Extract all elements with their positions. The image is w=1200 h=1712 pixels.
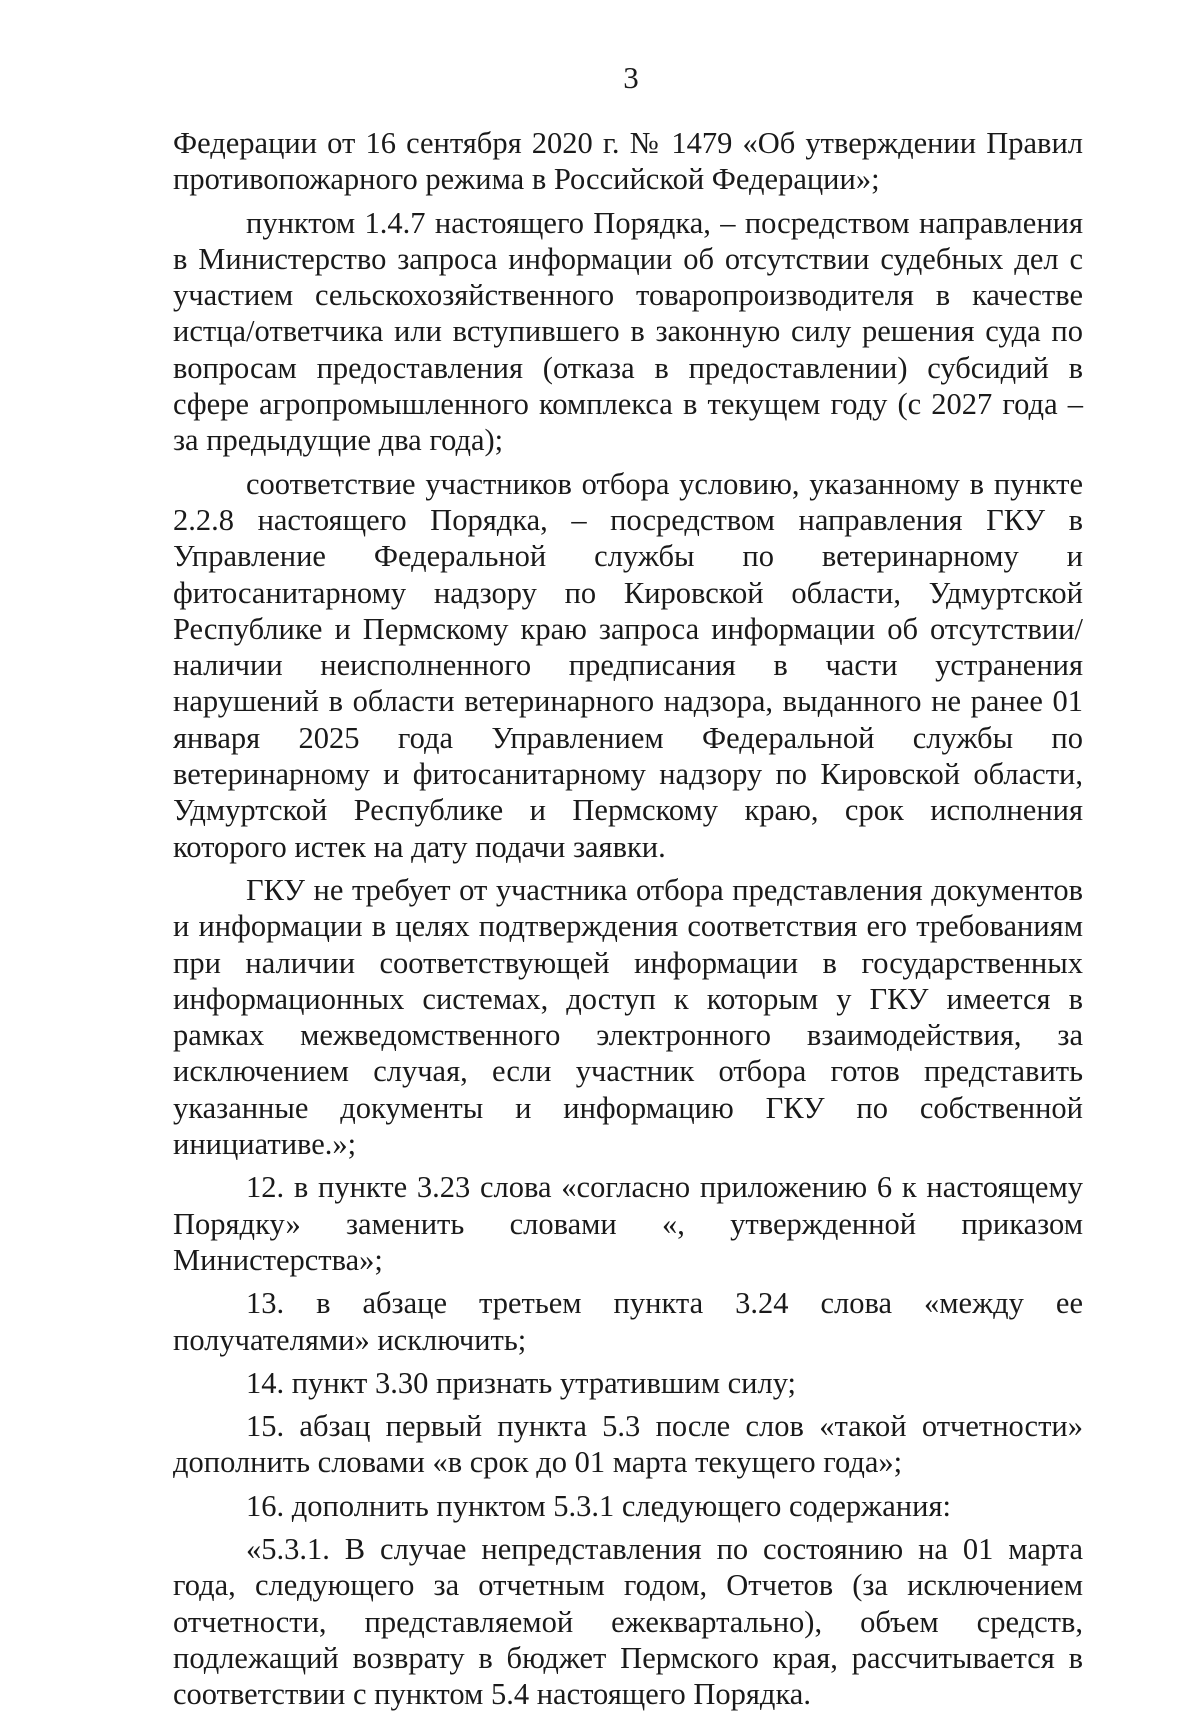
paragraph-item-15: 15. абзац первый пункта 5.3 после слов «такой отчетности» дополнить словами «в срок до 01 марта текущего года»; (173, 1409, 1083, 1480)
paragraph-item-12: 12. в пункте 3.23 слова «согласно приложению 6 к настоящему Порядку» заменить словами «, утвержденной приказом Министерства»; (173, 1170, 1083, 1277)
paragraph-continuation: Федерации от 16 сентября 2020 г. № 1479 «Об утверждении Правил противопожарного режима в Российской Федерации»; (173, 126, 1083, 197)
paragraph-veterinary-check: соответствие участников отбора условию, указанному в пункте 2.2.8 настоящего Порядка, – посредством направления ГКУ в Управление Федеральной службы по ветеринарному и фитосанитарному надзору по Кировской области, Удмуртской Республике и Пермскому краю запроса информации об отсутствии/наличии неисполненного предписания в части устранения нарушений в области ветеринарного надзора, выданного не ранее 01 января 2025 года Управлением Федеральной службы по ветеринарному и фитосанитарному надзору по Кировской области, Удмуртской Республике и Пермскому краю, срок исполнения которого истек на дату подачи заявки. (173, 466, 1083, 864)
page-number: 3 (623, 60, 639, 95)
paragraph-court-cases-check: пунктом 1.4.7 настоящего Порядка, – посредством направления в Министерство запроса информации об отсутствии судебных дел с участием сельскохозяйственного товаропроизводителя в качестве истца/ответчика или вступившего в законную силу решения суда по вопросам предоставления (отказа в предоставлении) субсидий в сфере агропромышленного комплекса в текущем году (с 2027 года – за предыдущие два года); (173, 205, 1083, 458)
paragraph-item-16: 16. дополнить пунктом 5.3.1 следующего содержания: (246, 1488, 951, 1523)
document-body (173, 125, 1083, 1712)
paragraph-item-14: 14. пункт 3.30 признать утратившим силу; (246, 1365, 797, 1400)
paragraph-clause-5-3-1: «5.3.1. В случае непредставления по состоянию на 01 марта года, следующего за отчетным годом, Отчетов (за исключением отчетности, представляемой ежеквартально), объем средств, подлежащий возврату в бюджет Пермского края, рассчитывается в соответствии с пунктом 5.4 настоящего Порядка. (173, 1531, 1083, 1712)
paragraph-item-13: 13. в абзаце третьем пункта 3.24 слова «между ее получателями» исключить; (173, 1286, 1083, 1357)
paragraph-gku-documents: ГКУ не требует от участника отбора представления документов и информации в целях подтверждения соответствия его требованиям при наличии соответствующей информации в государственных информационных системах, доступ к которым у ГКУ имеется в рамках межведомственного электронного взаимодействия, за исключением случая, если участник отбора готов представить указанные документы и информацию ГКУ по собственной инициативе.»; (173, 872, 1083, 1162)
